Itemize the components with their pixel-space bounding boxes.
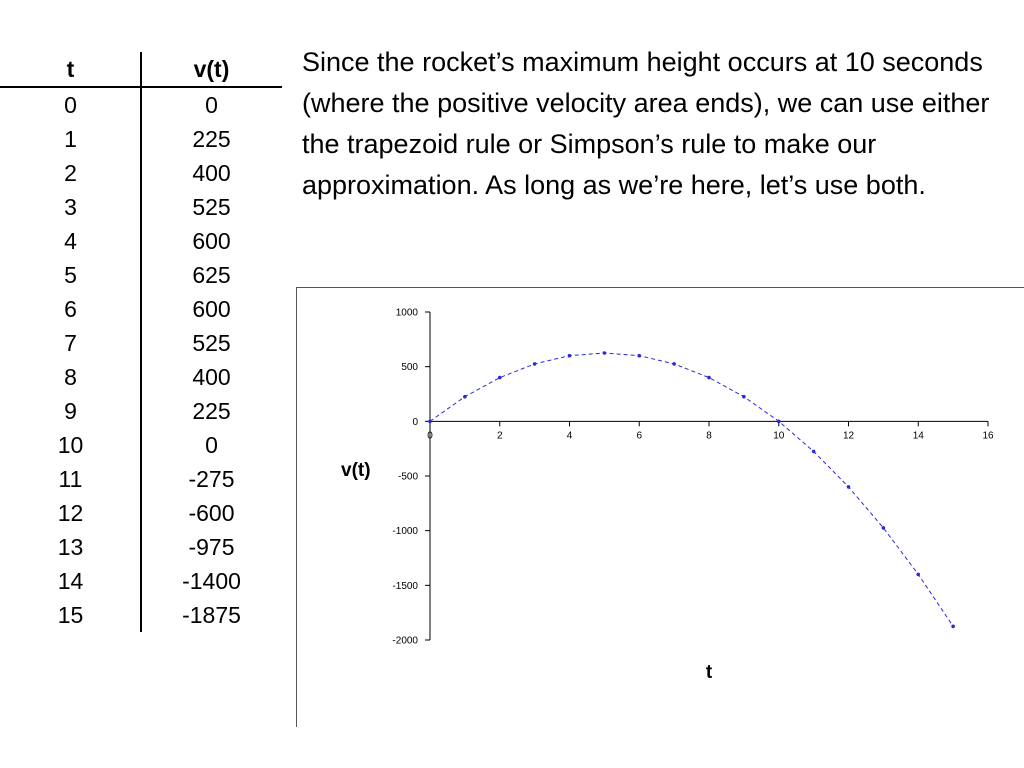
cell-vt: -600 xyxy=(188,499,235,526)
chart-svg xyxy=(297,288,1024,728)
data-point xyxy=(951,625,955,629)
data-point xyxy=(637,354,641,358)
column-header-t: t xyxy=(66,55,75,82)
cell-t: 4 xyxy=(64,227,77,254)
data-point xyxy=(707,376,711,380)
x-tick-label: 14 xyxy=(912,430,924,442)
y-tick-label: 500 xyxy=(401,362,418,374)
x-tick-label: 2 xyxy=(496,430,503,442)
cell-t: 10 xyxy=(57,431,84,458)
cell-t: 0 xyxy=(64,91,77,118)
cell-vt: 525 xyxy=(192,329,231,356)
cell-vt: -275 xyxy=(188,465,235,492)
data-point xyxy=(742,395,746,399)
velocity-chart xyxy=(296,287,1024,727)
cell-vt: 600 xyxy=(192,295,231,322)
data-point xyxy=(533,362,537,366)
data-point xyxy=(812,450,816,454)
explanation-text: Since the rocket’s maximum height occurs at 10 seconds (where the positive velocity area ends), we can use either the trapezoid rule or Simpson’s rule to make our approximation. As long as we’re here, let’s use both. xyxy=(302,47,990,200)
cell-t: 14 xyxy=(57,567,84,594)
data-point xyxy=(428,420,432,424)
y-tick-label: 0 xyxy=(412,416,418,428)
data-point xyxy=(777,420,781,424)
data-point xyxy=(498,376,502,380)
data-point xyxy=(672,362,676,366)
y-tick-label: -1500 xyxy=(392,580,418,592)
x-tick-label: 16 xyxy=(982,430,994,442)
x-tick-label: 0 xyxy=(427,430,433,442)
cell-t: 1 xyxy=(64,125,77,152)
cell-t: 6 xyxy=(64,295,77,322)
cell-t: 2 xyxy=(64,159,77,186)
x-axis-title: t xyxy=(705,662,713,683)
data-point xyxy=(568,354,572,358)
cell-vt: 400 xyxy=(192,159,231,186)
x-tick-label: 6 xyxy=(636,430,643,442)
cell-t: 3 xyxy=(64,193,77,220)
data-point xyxy=(603,351,607,355)
cell-vt: 0 xyxy=(205,431,218,458)
cell-vt: 0 xyxy=(205,91,218,118)
data-point xyxy=(847,485,851,489)
x-tick-label: 4 xyxy=(566,430,573,442)
x-tick-label: 10 xyxy=(773,430,785,442)
y-axis-title: v(t) xyxy=(341,460,371,481)
series-line xyxy=(430,353,953,626)
y-tick-label: -1000 xyxy=(392,526,418,538)
data-point xyxy=(463,395,467,399)
cell-t: 15 xyxy=(57,601,84,628)
x-tick-label: 12 xyxy=(842,430,855,442)
y-tick-label: -500 xyxy=(397,471,418,483)
y-tick-label: -2000 xyxy=(392,635,418,647)
column-header-vt: v(t) xyxy=(193,55,230,82)
cell-t: 8 xyxy=(64,363,77,390)
cell-t: 13 xyxy=(57,533,84,560)
cell-vt: -1400 xyxy=(182,567,241,594)
table-column-divider xyxy=(140,52,142,632)
cell-vt: -975 xyxy=(188,533,235,560)
data-point xyxy=(916,573,920,577)
cell-vt: 400 xyxy=(192,363,231,390)
cell-vt: 225 xyxy=(192,125,231,152)
cell-t: 12 xyxy=(57,499,84,526)
cell-vt: 525 xyxy=(192,193,231,220)
cell-vt: -1875 xyxy=(182,601,241,628)
cell-t: 7 xyxy=(64,329,77,356)
x-tick-label: 8 xyxy=(706,430,712,442)
cell-vt: 225 xyxy=(192,397,231,424)
cell-vt: 625 xyxy=(192,261,231,288)
cell-vt: 600 xyxy=(192,227,231,254)
data-point xyxy=(882,526,886,530)
cell-t: 11 xyxy=(58,465,83,492)
y-tick-label: 1000 xyxy=(395,307,418,319)
cell-t: 5 xyxy=(64,261,77,288)
cell-t: 9 xyxy=(64,397,77,424)
